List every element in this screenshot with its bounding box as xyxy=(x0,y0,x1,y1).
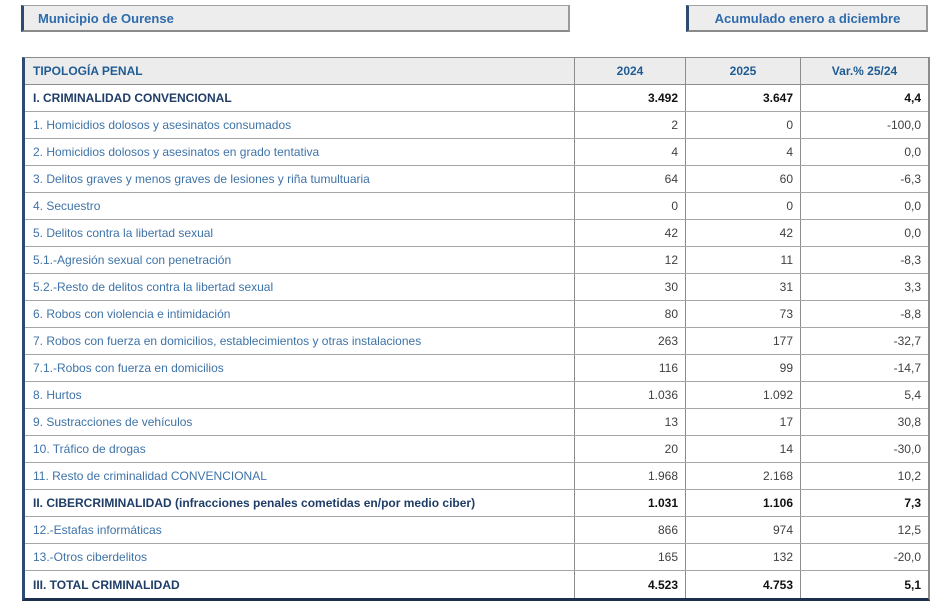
row-label: 9. Sustracciones de vehículos xyxy=(25,409,575,435)
table-row xyxy=(25,463,928,490)
period-selector[interactable] xyxy=(686,5,928,32)
cell-var: -20,0 xyxy=(893,550,921,564)
cell-var: -32,7 xyxy=(893,334,921,348)
cell-2024: 80 xyxy=(575,301,686,327)
table-row xyxy=(25,274,928,301)
cell-2025: 73 xyxy=(686,301,801,327)
row-label: 7. Robos con fuerza en domicilios, establecimientos y otras instalaciones xyxy=(25,328,575,354)
row-label: 11. Resto de criminalidad CONVENCIONAL xyxy=(25,463,575,489)
table-row xyxy=(25,85,928,112)
cell-2024: 20 xyxy=(575,436,686,462)
cell-2024: 42 xyxy=(575,220,686,246)
cell-var: 3,3 xyxy=(904,280,921,294)
top-selector-bar xyxy=(0,5,940,33)
cell-2024: 1.031 xyxy=(575,490,686,516)
cell-var: 30,8 xyxy=(897,415,921,429)
cell-2025: 31 xyxy=(686,274,801,300)
row-label: 6. Robos con violencia e intimidación xyxy=(25,301,575,327)
table-row xyxy=(25,301,928,328)
cell-2024: 263 xyxy=(575,328,686,354)
table-body xyxy=(25,85,928,598)
cell-2025: 14 xyxy=(686,436,801,462)
table-row xyxy=(25,517,928,544)
table-row xyxy=(25,571,928,598)
cell-var: -8,3 xyxy=(900,253,921,267)
cell-var: 4,4 xyxy=(904,91,921,105)
table-row xyxy=(25,220,928,247)
cell-2024: 2 xyxy=(575,112,686,138)
table-row xyxy=(25,112,928,139)
column-header-2025: 2025 xyxy=(686,58,801,84)
column-header-var: Var.% 25/24 xyxy=(831,64,898,78)
row-label: II. CIBERCRIMINALIDAD (infracciones penales cometidas en/por medio ciber) xyxy=(25,490,575,516)
table-row xyxy=(25,436,928,463)
table-row xyxy=(25,193,928,220)
row-label: 5.2.-Resto de delitos contra la libertad sexual xyxy=(25,274,575,300)
table-row xyxy=(25,247,928,274)
cell-var: 5,1 xyxy=(904,577,921,592)
crime-statistics-table xyxy=(22,57,930,601)
row-label: 13.-Otros ciberdelitos xyxy=(25,544,575,570)
table-row xyxy=(25,382,928,409)
cell-2025: 4.753 xyxy=(686,571,801,598)
cell-2024: 13 xyxy=(575,409,686,435)
column-header-2024: 2024 xyxy=(575,58,686,84)
cell-2024: 4 xyxy=(575,139,686,165)
cell-2024: 1.036 xyxy=(575,382,686,408)
cell-2024: 0 xyxy=(575,193,686,219)
cell-var: -30,0 xyxy=(893,442,921,456)
cell-2025: 4 xyxy=(686,139,801,165)
cell-2024: 4.523 xyxy=(575,571,686,598)
cell-2025: 17 xyxy=(686,409,801,435)
cell-2025: 2.168 xyxy=(686,463,801,489)
cell-var: 5,4 xyxy=(904,388,921,402)
table-row xyxy=(25,490,928,517)
municipality-label: Municipio de Ourense xyxy=(38,10,174,26)
cell-2025: 99 xyxy=(686,355,801,381)
cell-var: 10,2 xyxy=(897,469,921,483)
cell-2025: 0 xyxy=(686,112,801,138)
cell-2024: 3.492 xyxy=(575,85,686,111)
cell-2024: 866 xyxy=(575,517,686,543)
cell-var: -6,3 xyxy=(900,172,921,186)
cell-2024: 12 xyxy=(575,247,686,273)
table-header-row xyxy=(25,58,928,85)
row-label: 2. Homicidios dolosos y asesinatos en grado tentativa xyxy=(25,139,575,165)
cell-2024: 64 xyxy=(575,166,686,192)
row-label: 10. Tráfico de drogas xyxy=(25,436,575,462)
row-label: 4. Secuestro xyxy=(25,193,575,219)
cell-2025: 177 xyxy=(686,328,801,354)
cell-2024: 116 xyxy=(575,355,686,381)
table-row xyxy=(25,355,928,382)
row-label: III. TOTAL CRIMINALIDAD xyxy=(25,571,575,598)
column-header-tipologia: TIPOLOGÍA PENAL xyxy=(25,58,575,84)
cell-2025: 974 xyxy=(686,517,801,543)
cell-var: -8,8 xyxy=(900,307,921,321)
cell-2025: 132 xyxy=(686,544,801,570)
cell-2025: 11 xyxy=(686,247,801,273)
cell-2024: 30 xyxy=(575,274,686,300)
row-label: 7.1.-Robos con fuerza en domicilios xyxy=(25,355,575,381)
cell-var: 0,0 xyxy=(904,199,921,213)
cell-2024: 165 xyxy=(575,544,686,570)
cell-2025: 60 xyxy=(686,166,801,192)
row-label: 3. Delitos graves y menos graves de lesiones y riña tumultuaria xyxy=(25,166,575,192)
table-row xyxy=(25,139,928,166)
row-label: 12.-Estafas informáticas xyxy=(25,517,575,543)
cell-2025: 0 xyxy=(686,193,801,219)
table-row xyxy=(25,328,928,355)
cell-var: 12,5 xyxy=(897,523,921,537)
cell-var: -14,7 xyxy=(893,361,921,375)
cell-2025: 42 xyxy=(686,220,801,246)
cell-2025: 3.647 xyxy=(686,85,801,111)
row-label: 5. Delitos contra la libertad sexual xyxy=(25,220,575,246)
cell-var: 0,0 xyxy=(904,145,921,159)
municipality-selector[interactable] xyxy=(21,5,570,32)
table-row xyxy=(25,166,928,193)
cell-2025: 1.106 xyxy=(686,490,801,516)
cell-2025: 1.092 xyxy=(686,382,801,408)
row-label: 8. Hurtos xyxy=(25,382,575,408)
table-row xyxy=(25,409,928,436)
cell-var: 0,0 xyxy=(904,226,921,240)
cell-2024: 1.968 xyxy=(575,463,686,489)
row-label: 1. Homicidios dolosos y asesinatos consumados xyxy=(25,112,575,138)
table-row xyxy=(25,544,928,571)
row-label: 5.1.-Agresión sexual con penetración xyxy=(25,247,575,273)
cell-var: 7,3 xyxy=(904,496,921,510)
cell-var: -100,0 xyxy=(886,118,921,132)
row-label: I. CRIMINALIDAD CONVENCIONAL xyxy=(25,85,575,111)
period-label: Acumulado enero a diciembre xyxy=(714,10,901,26)
